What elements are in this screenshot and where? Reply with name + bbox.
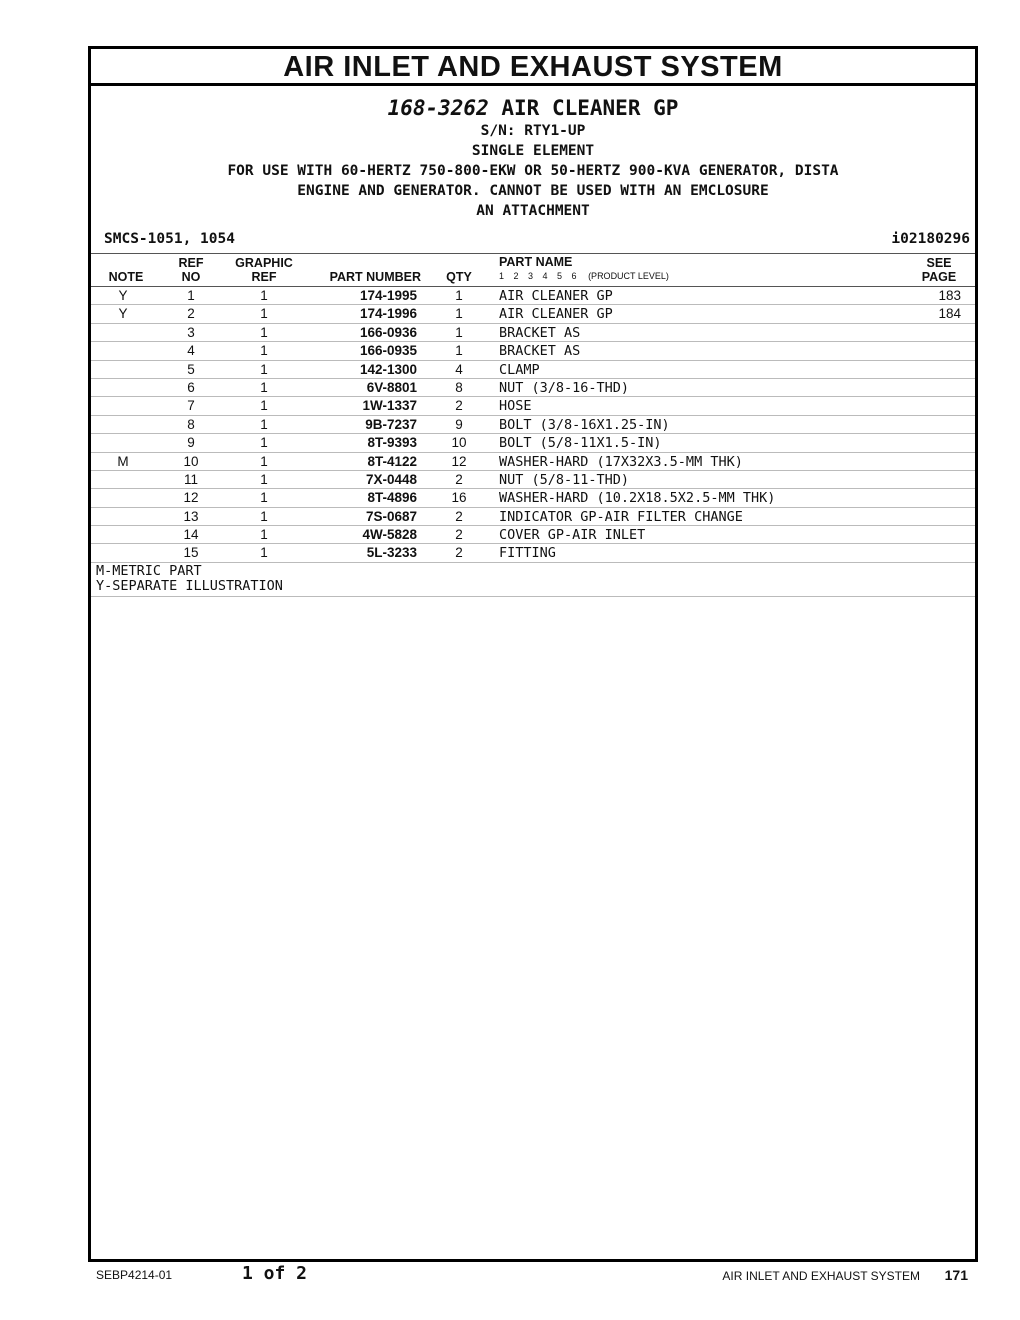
row-part-name: WASHER-HARD (10.2X18.5X2.5-MM THK) [499,490,776,507]
row-part-number: 1W-1337 [362,398,417,414]
row-part-name: BRACKET AS [499,324,581,341]
col-part-number: PART NUMBER [329,270,421,284]
row-ref-no: 13 [183,508,199,524]
row-qty: 9 [455,416,463,432]
row-part-name: BOLT (3/8-16X1.25-IN) [499,416,670,433]
row-ref-no: 11 [183,471,198,487]
col-part-name: PART NAME [499,255,573,269]
description-line: AN ATTACHMENT [476,203,590,219]
table-row [91,508,975,526]
group-header [91,95,975,221]
row-part-number: 6V-8801 [366,379,417,395]
col-ref-bottom: NO [181,270,201,284]
note-separate-illustration: Y-SEPARATE ILLUSTRATION [96,578,283,595]
row-note: M [117,453,129,469]
table-row [91,342,975,360]
table-row [91,453,975,471]
row-graphic-ref: 1 [260,379,268,395]
row-part-name: INDICATOR GP-AIR FILTER CHANGE [499,508,743,525]
page-of-count: 1 of 2 [242,1263,308,1284]
row-part-number: 174-1995 [359,288,417,303]
level-numbers: 1 2 3 4 5 6 [499,271,577,281]
group-name: AIR CLEANER GP [501,96,679,120]
row-note: Y [118,288,128,303]
table-row [91,416,975,434]
row-graphic-ref: 1 [260,361,268,377]
table-row [91,489,975,507]
row-ref-no: 1 [187,288,195,303]
row-ref-no: 15 [183,545,199,561]
page-number: 171 [944,1267,968,1283]
smcs-code: SMCS-1051, 1054 [104,231,235,247]
description-line: ENGINE AND GENERATOR. CANNOT BE USED WITH AN EMCLOSURE [297,183,769,199]
note-metric: M-METRIC PART [96,562,202,579]
col-graphic-top: GRAPHIC [235,256,293,270]
document-number: SEBP4214-01 [96,1268,173,1282]
row-ref-no: 10 [183,453,199,469]
notes-legend [91,563,975,597]
row-qty: 1 [455,288,463,303]
row-graphic-ref: 1 [260,324,268,340]
row-qty: 2 [455,527,463,543]
page-footer [96,1262,972,1290]
row-qty: 2 [455,398,463,414]
row-qty: 4 [455,361,463,377]
row-graphic-ref: 1 [260,527,268,543]
row-part-number: 4W-5828 [362,527,417,543]
row-graphic-ref: 1 [260,435,268,451]
row-ref-no: 12 [183,490,199,506]
row-ref-no: 3 [187,324,195,340]
row-graphic-ref: 1 [260,398,268,414]
section-title: AIR INLET AND EXHAUST SYSTEM [91,49,975,86]
row-part-name: AIR CLEANER GP [499,306,613,323]
description-line: SINGLE ELEMENT [471,143,595,159]
row-part-name: COVER GP-AIR INLET [499,527,646,544]
row-ref-no: 9 [187,435,195,451]
row-part-name: AIR CLEANER GP [499,288,613,304]
table-row [91,544,975,562]
row-part-name: BOLT (5/8-11X1.5-IN) [499,435,662,452]
row-part-number: 166-0935 [359,343,417,359]
row-ref-no: 4 [187,343,195,359]
col-ref [171,256,211,284]
row-part-name: HOSE [499,398,532,415]
row-ref-no: 2 [187,306,195,322]
row-ref-no: 5 [187,361,195,377]
row-part-number: 7X-0448 [365,471,417,487]
row-part-name: CLAMP [499,361,540,378]
table-row [91,526,975,544]
col-graphic-bottom: REF [251,270,277,284]
row-part-number: 5L-3233 [366,545,417,561]
row-graphic-ref: 1 [260,453,268,469]
table-row [91,324,975,342]
row-ref-no: 6 [187,379,195,395]
row-qty: 2 [455,471,463,487]
row-graphic-ref: 1 [260,490,268,506]
col-see-page [911,256,967,284]
row-part-number: 7S-0687 [365,508,417,524]
row-qty: 8 [455,379,463,395]
description-line: FOR USE WITH 60-HERTZ 750-800-EKW OR 50-HERTZ 900-KVA GENERATOR, DISTA [227,163,839,179]
row-see-page: 184 [938,306,961,322]
row-graphic-ref: 1 [260,508,268,524]
parts-list-frame [88,46,978,1262]
col-graphic-ref [231,256,297,284]
row-see-page: 183 [938,288,961,303]
row-graphic-ref: 1 [260,545,268,561]
parts-table [91,287,975,563]
row-qty: 16 [451,490,467,506]
row-graphic-ref: 1 [260,416,268,432]
row-qty: 2 [455,545,463,561]
row-qty: 1 [455,343,463,359]
row-part-number: 8T-4122 [367,453,417,469]
group-number: 168-3262 [387,96,489,120]
row-ref-no: 8 [187,416,195,432]
row-graphic-ref: 1 [260,471,268,487]
footer-section-name: AIR INLET AND EXHAUST SYSTEM [722,1269,920,1283]
col-note: NOTE [108,270,144,284]
row-part-name: NUT (5/8-11-THD) [499,471,630,488]
row-qty: 10 [451,435,467,451]
col-see-top: SEE [926,256,952,270]
table-row [91,471,975,489]
serial-number: S/N: RTY1-UP [480,123,586,139]
row-part-name: FITTING [499,545,556,562]
row-note: Y [118,306,128,322]
row-graphic-ref: 1 [260,343,268,359]
table-row [91,397,975,415]
row-part-number: 8T-9393 [367,435,417,451]
col-ref-top: REF [178,256,204,270]
product-levels [499,271,669,281]
product-level-label: (PRODUCT LEVEL) [588,271,669,281]
row-ref-no: 14 [183,527,199,543]
table-row [91,361,975,379]
row-part-number: 8T-4896 [367,490,417,506]
row-part-number: 174-1996 [359,306,417,322]
row-part-number: 142-1300 [359,361,417,377]
row-graphic-ref: 1 [260,306,268,322]
smcs-row [91,231,975,254]
table-row [91,434,975,452]
row-qty: 2 [455,508,463,524]
row-part-number: 166-0936 [359,324,417,340]
table-row [91,379,975,397]
row-ref-no: 7 [187,398,195,414]
col-qty: QTY [446,270,472,284]
row-qty: 12 [451,453,467,469]
row-graphic-ref: 1 [260,288,268,303]
row-part-name: BRACKET AS [499,343,581,360]
row-part-name: WASHER-HARD (17X32X3.5-MM THK) [499,453,743,470]
illustration-id: i02180296 [891,231,970,247]
group-title [91,95,975,121]
column-header [91,254,975,287]
row-qty: 1 [455,306,463,322]
row-part-number: 9B-7237 [365,416,417,432]
table-row [91,305,975,323]
table-row [91,287,975,305]
col-see-bottom: PAGE [921,270,957,284]
row-qty: 1 [455,324,463,340]
row-part-name: NUT (3/8-16-THD) [499,379,630,396]
